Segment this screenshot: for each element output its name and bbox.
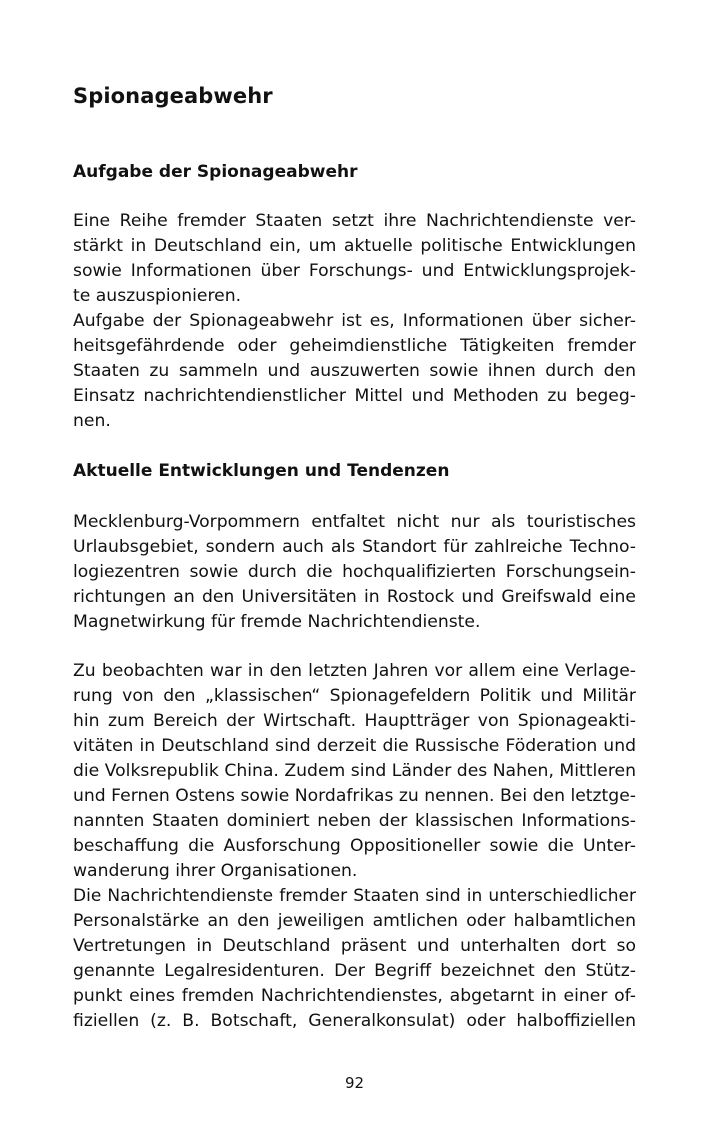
text-line: Einsatz nachrichtendienstlicher Mittel und Methoden zu begeg- <box>73 386 636 406</box>
text-line: richtungen an den Universitäten in Rostock und Greifswald eine <box>73 587 636 607</box>
text-line: Staaten zu sammeln und auszuwerten sowie ihnen durch den <box>73 361 636 381</box>
text-line: vitäten in Deutschland sind derzeit die Russische Föderation und <box>73 736 636 756</box>
text-line: te auszuspionieren. <box>73 286 242 306</box>
text-line: Zu beobachten war in den letzten Jahren vor allem eine Verlage- <box>73 661 636 681</box>
page-number: 92 <box>344 1074 365 1092</box>
text-line: nen. <box>73 411 111 431</box>
text-line: und Fernen Ostens sowie Nordafrikas zu nennen. Bei den letztge- <box>73 786 636 806</box>
text-line: Mecklenburg-Vorpommern entfaltet nicht nur als touristisches <box>73 512 636 532</box>
text-line: die Volksrepublik China. Zudem sind Länder des Nahen, Mittleren <box>73 761 636 781</box>
section-heading-task: Aufgabe der Spionageabwehr <box>73 162 358 182</box>
text-line: heitsgefährdende oder geheimdienstliche Tätigkeiten fremder <box>73 336 636 356</box>
text-line: Magnetwirkung für fremde Nachrichtendienste. <box>73 612 481 632</box>
text-line: fiziellen (z. B. Botschaft, Generalkonsulat) oder halboffiziellen <box>73 1011 636 1031</box>
text-line: wanderung ihrer Organisationen. <box>73 861 358 881</box>
text-line: Urlaubsgebiet, sondern auch als Standort für zahlreiche Techno- <box>73 537 636 557</box>
paragraph-task <box>73 209 636 434</box>
text-line: nannten Staaten dominiert neben der klassischen Informations- <box>73 811 636 831</box>
text-line: logiezentren sowie durch die hochqualifizierten Forschungsein- <box>73 562 636 582</box>
chapter-title: Spionageabwehr <box>73 84 273 108</box>
text-line: Aufgabe der Spionageabwehr ist es, Informationen über sicher- <box>73 311 636 331</box>
text-line: Die Nachrichtendienste fremder Staaten sind in unterschiedlicher <box>73 886 636 906</box>
paragraph-shift-to-economy <box>73 659 636 1034</box>
text-line: genannte Legalresidenturen. Der Begriff bezeichnet den Stütz- <box>73 961 636 981</box>
text-line: punkt eines fremden Nachrichtendienstes, abgetarnt in einer of- <box>73 986 636 1006</box>
paragraph-mv-location <box>73 510 636 635</box>
document-page <box>73 0 636 1121</box>
text-line: rung von den „klassischen“ Spionagefeldern Politik und Militär <box>73 686 636 706</box>
text-line: Eine Reihe fremder Staaten setzt ihre Nachrichtendienste ver- <box>73 211 636 231</box>
text-line: Personalstärke an den jeweiligen amtlichen oder halbamtlichen <box>73 911 636 931</box>
text-line: sowie Informationen über Forschungs- und Entwicklungsprojek- <box>73 261 636 281</box>
text-line: beschaffung die Ausforschung Oppositioneller sowie die Unter- <box>73 836 636 856</box>
text-line: stärkt in Deutschland ein, um aktuelle politische Entwicklungen <box>73 236 636 256</box>
text-line: Vertretungen in Deutschland präsent und unterhalten dort so <box>73 936 636 956</box>
text-line: hin zum Bereich der Wirtschaft. Hauptträger von Spionageakti- <box>73 711 636 731</box>
section-heading-developments: Aktuelle Entwicklungen und Tendenzen <box>73 461 450 481</box>
